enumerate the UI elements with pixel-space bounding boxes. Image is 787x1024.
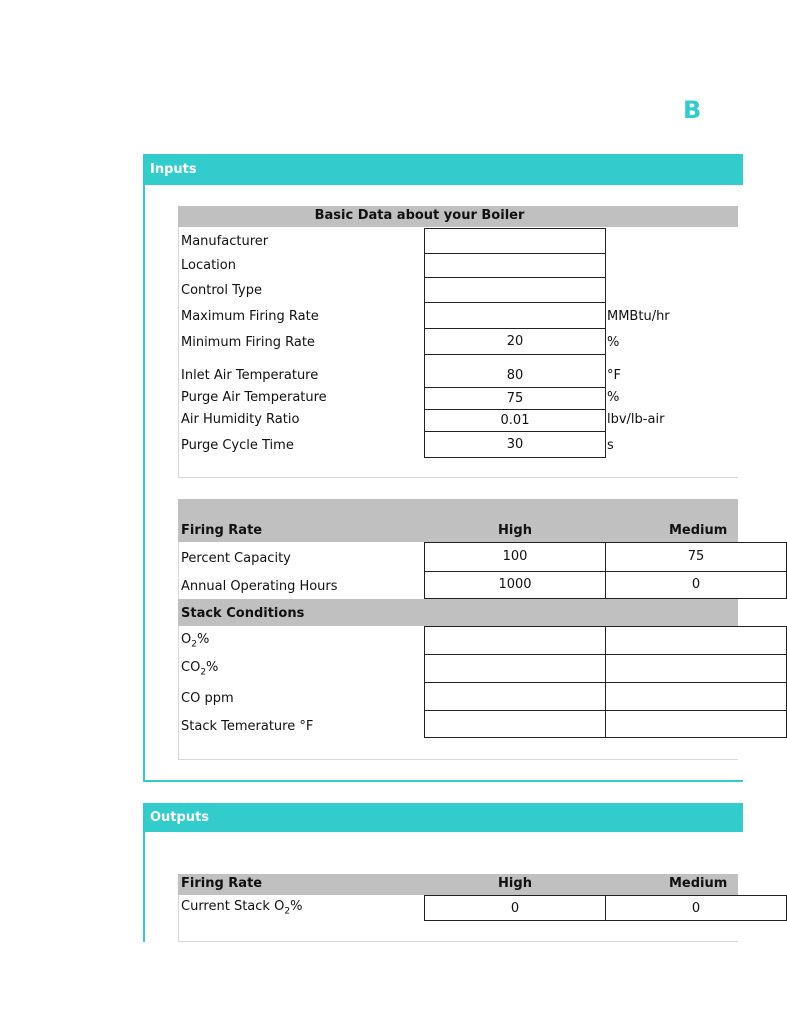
max-firing-rate-input[interactable] [424,302,606,329]
manufacturer-label: Manufacturer [181,234,269,249]
co2-label: $CO_2\%$ [181,660,219,678]
o2-high-input[interactable] [424,626,606,655]
outputs-section-frame [143,832,145,942]
location-label: Location [181,258,236,273]
annual-hours-label: Annual Operating Hours [181,579,338,594]
min-firing-rate-unit: % [607,335,620,350]
purge-air-temp-unit: % [607,390,620,405]
percent-capacity-high-input[interactable]: 100 [424,542,606,572]
current-stack-o2-medium-value: 0 [605,895,787,921]
purge-air-temp-label: Purge Air Temperature [181,390,327,405]
control-type-input[interactable] [424,277,606,303]
co-ppm-medium-input[interactable] [605,682,787,711]
o2-label: $O_2\%$ [181,632,210,650]
col-high-header: High [498,523,532,538]
control-type-label: Control Type [181,283,262,298]
purge-cycle-label: Purge Cycle Time [181,438,294,453]
outputs-header-label: Outputs [150,810,210,825]
air-humidity-input[interactable]: 0.01 [424,409,606,432]
inlet-air-temp-label: Inlet Air Temperature [181,368,319,383]
basic-data-title [178,206,738,227]
o2-medium-input[interactable] [605,626,787,655]
inputs-header-label: Inputs [150,162,197,177]
page-title: B [683,96,702,124]
outputs-firing-rate-label: Firing Rate [181,876,263,891]
stack-temp-medium-input[interactable] [605,710,787,738]
inputs-section-header [143,154,743,185]
co-ppm-high-input[interactable] [424,682,606,711]
max-firing-rate-unit: MMBtu/hr [607,309,670,324]
stack-temp-high-input[interactable] [424,710,606,738]
location-input[interactable] [424,253,606,278]
current-stack-o2-label: Current Stack $O_2\%$ [181,899,303,917]
stack-conditions-title: Stack Conditions [181,606,305,621]
basic-data-title-text: Basic Data about your Boiler [314,208,525,223]
air-humidity-label: Air Humidity Ratio [181,412,300,427]
col-medium-header: Medium [669,523,728,538]
outputs-section-header [143,803,743,832]
purge-cycle-input[interactable]: 30 [424,431,606,458]
current-stack-o2-high-value: 0 [424,895,606,921]
co2-high-input[interactable] [424,654,606,683]
min-firing-rate-label: Minimum Firing Rate [181,335,315,350]
max-firing-rate-label: Maximum Firing Rate [181,309,319,324]
manufacturer-input[interactable] [424,228,606,254]
annual-hours-high-input[interactable]: 1000 [424,571,606,599]
air-humidity-unit: lbv/lb-air [607,412,665,427]
inlet-air-temp-unit: °F [607,368,621,383]
min-firing-rate-input[interactable]: 20 [424,328,606,355]
inlet-air-temp-input[interactable]: 80 [424,354,606,388]
outputs-col-medium-header: Medium [669,876,728,891]
purge-cycle-unit: s [607,438,614,453]
annual-hours-medium-input[interactable]: 0 [605,571,787,599]
percent-capacity-medium-input[interactable]: 75 [605,542,787,572]
co-ppm-label: CO ppm [181,691,234,706]
co2-medium-input[interactable] [605,654,787,683]
purge-air-temp-input[interactable]: 75 [424,387,606,410]
firing-rate-label: Firing Rate [181,523,263,538]
stack-temp-label: Stack Temerature °F [181,719,314,734]
outputs-col-high-header: High [498,876,532,891]
percent-capacity-label: Percent Capacity [181,551,291,566]
